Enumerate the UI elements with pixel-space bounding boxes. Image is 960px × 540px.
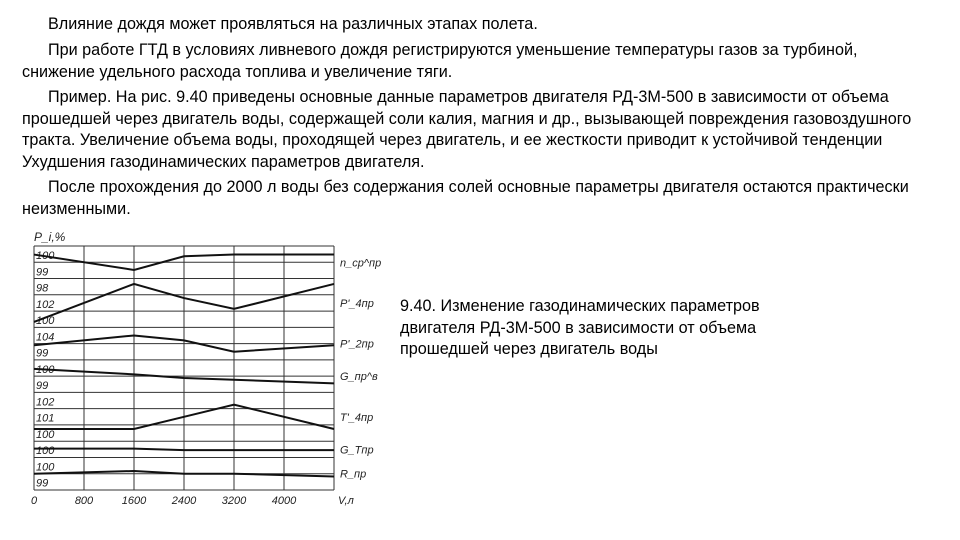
x-tick-label: 0	[30, 495, 38, 507]
series-label: R_пр	[340, 468, 367, 481]
parameters-chart	[26, 228, 386, 520]
y-tick-label: 100	[36, 315, 55, 328]
series-label: n_ср^пр	[340, 257, 382, 270]
x-tick-label: 1600	[121, 495, 147, 507]
y-tick-label: 99	[36, 380, 49, 393]
paragraph-1: Влияние дождя может проявляться на различных этапах полета.	[48, 15, 538, 33]
y-tick-label: 99	[36, 266, 49, 279]
y-tick-label: 99	[36, 477, 49, 490]
y-tick-label: 98	[36, 282, 49, 295]
paragraph-4: После прохождения до 2000 л воды без содержания солей основные параметры двигателя остаются практически неизменными.	[22, 178, 909, 218]
figure-caption: 9.40. Изменение газодинамических параметров двигателя РД-3М-500 в зависимости от объема прошедшей через двигатель воды	[400, 297, 760, 358]
y-tick-label: 100	[36, 250, 55, 263]
paragraph-3: Пример. На рис. 9.40 приведены основные данные параметров двигателя РД-3М-500 в зависимости от объема прошедшей через двигатель воды, содержащей соли калия, магния и др., вызывающей повреждения газовоздушного тракта. Увеличение объема воды, проходящей через двигатель, и ее жесткости приводит к устойчивой тенденции Ухудшения газодинамических параметров двигателя.	[22, 88, 912, 171]
series-label: P'_4пр	[340, 297, 374, 310]
x-tick-label: 800	[74, 495, 94, 507]
x-tick-label: 2400	[171, 495, 197, 507]
figure-9-40	[26, 228, 386, 525]
x-tick-label: 3200	[221, 495, 247, 507]
y-tick-label: 100	[36, 461, 55, 474]
y-tick-label: 102	[36, 396, 55, 409]
x-tick-label: 4000	[271, 495, 297, 507]
y-axis-label: P_i,%	[34, 230, 66, 244]
x-axis-label: V,л	[338, 495, 354, 507]
paragraph-2: При работе ГТД в условиях ливневого дождя регистрируются уменьшение температуры газов за турбиной, снижение удельного расхода топлива и увеличение тяги.	[22, 41, 858, 81]
y-tick-label: 104	[36, 331, 55, 344]
series-label: G_пр^в	[340, 371, 378, 384]
series-label: T'_4пр	[340, 411, 374, 424]
y-tick-label: 100	[36, 428, 55, 441]
y-tick-label: 100	[36, 445, 55, 458]
y-tick-label: 101	[36, 412, 55, 425]
y-tick-label: 99	[36, 347, 49, 360]
series-label: G_Tпр	[340, 444, 374, 457]
series-label: P'_2пр	[340, 338, 374, 351]
y-tick-label: 102	[36, 298, 55, 311]
y-tick-label: 100	[36, 363, 55, 376]
